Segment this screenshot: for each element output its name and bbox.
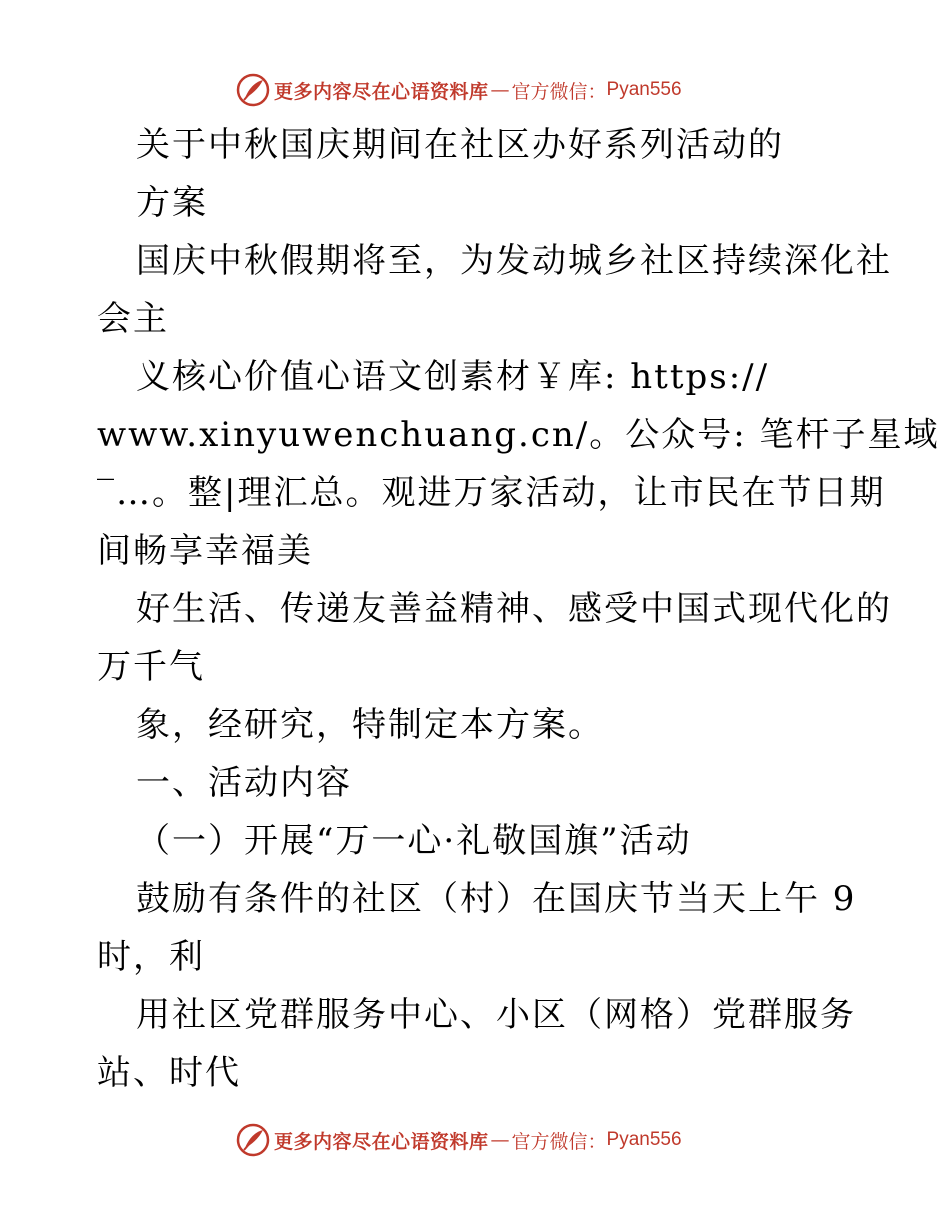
doc-paragraph-line: 国庆中秋假期将至，为发动城乡社区持续深化社 xyxy=(136,241,892,281)
footer-site-text: 更多内容尽在心语资料库 xyxy=(274,1130,489,1153)
footer-wechat-id: Pyan556 xyxy=(606,1129,682,1150)
feather-quill-logo-icon xyxy=(236,73,270,107)
doc-paragraph-line: 用社区党群服务中心、小区（网格）党群服务 xyxy=(136,995,856,1035)
section-heading: 一、活动内容 xyxy=(136,763,352,803)
doc-title-line-1: 关于中秋国庆期间在社区办好系列活动的 xyxy=(136,125,784,165)
header-banner[interactable] xyxy=(236,72,756,108)
doc-title-line-2: 方案 xyxy=(136,183,208,223)
footer-wechat-label: 官方微信： xyxy=(511,1130,607,1153)
header-site-text: 更多内容尽在心语资料库 xyxy=(274,80,489,103)
footer-banner[interactable] xyxy=(236,1122,756,1158)
doc-paragraph-line: ‾…。整|理汇总。观进万家活动，让市民在节日期 xyxy=(97,473,886,513)
doc-paragraph-line: 站、时代 xyxy=(97,1053,241,1093)
footer-separator: — xyxy=(490,1129,510,1151)
subsection-heading: （一）开展“万一心·礼敬国旗”活动 xyxy=(136,821,692,861)
doc-paragraph-line: 好生活、传递友善益精神、感受中国式现代化的 xyxy=(136,589,892,629)
doc-paragraph-line: www.xinyuwenchuang.cn/。公众号: 笔杆子星域 xyxy=(97,415,940,455)
doc-paragraph-line: 鼓励有条件的社区（村）在国庆节当天上午 9 xyxy=(136,879,857,919)
doc-paragraph-line: 义核心价值心语文创素材￥库: https:// xyxy=(136,357,770,397)
header-wechat-label: 官方微信： xyxy=(511,80,607,103)
doc-paragraph-line: 时，利 xyxy=(97,937,205,977)
doc-paragraph-line: 万千气 xyxy=(97,647,205,687)
doc-paragraph-line: 会主 xyxy=(97,299,169,339)
doc-paragraph-line: 象，经研究，特制定本方案。 xyxy=(136,705,604,745)
feather-quill-logo-icon xyxy=(236,1123,270,1157)
doc-paragraph-line: 间畅享幸福美 xyxy=(97,531,313,571)
header-wechat-id: Pyan556 xyxy=(606,79,682,100)
header-separator: — xyxy=(490,79,510,101)
